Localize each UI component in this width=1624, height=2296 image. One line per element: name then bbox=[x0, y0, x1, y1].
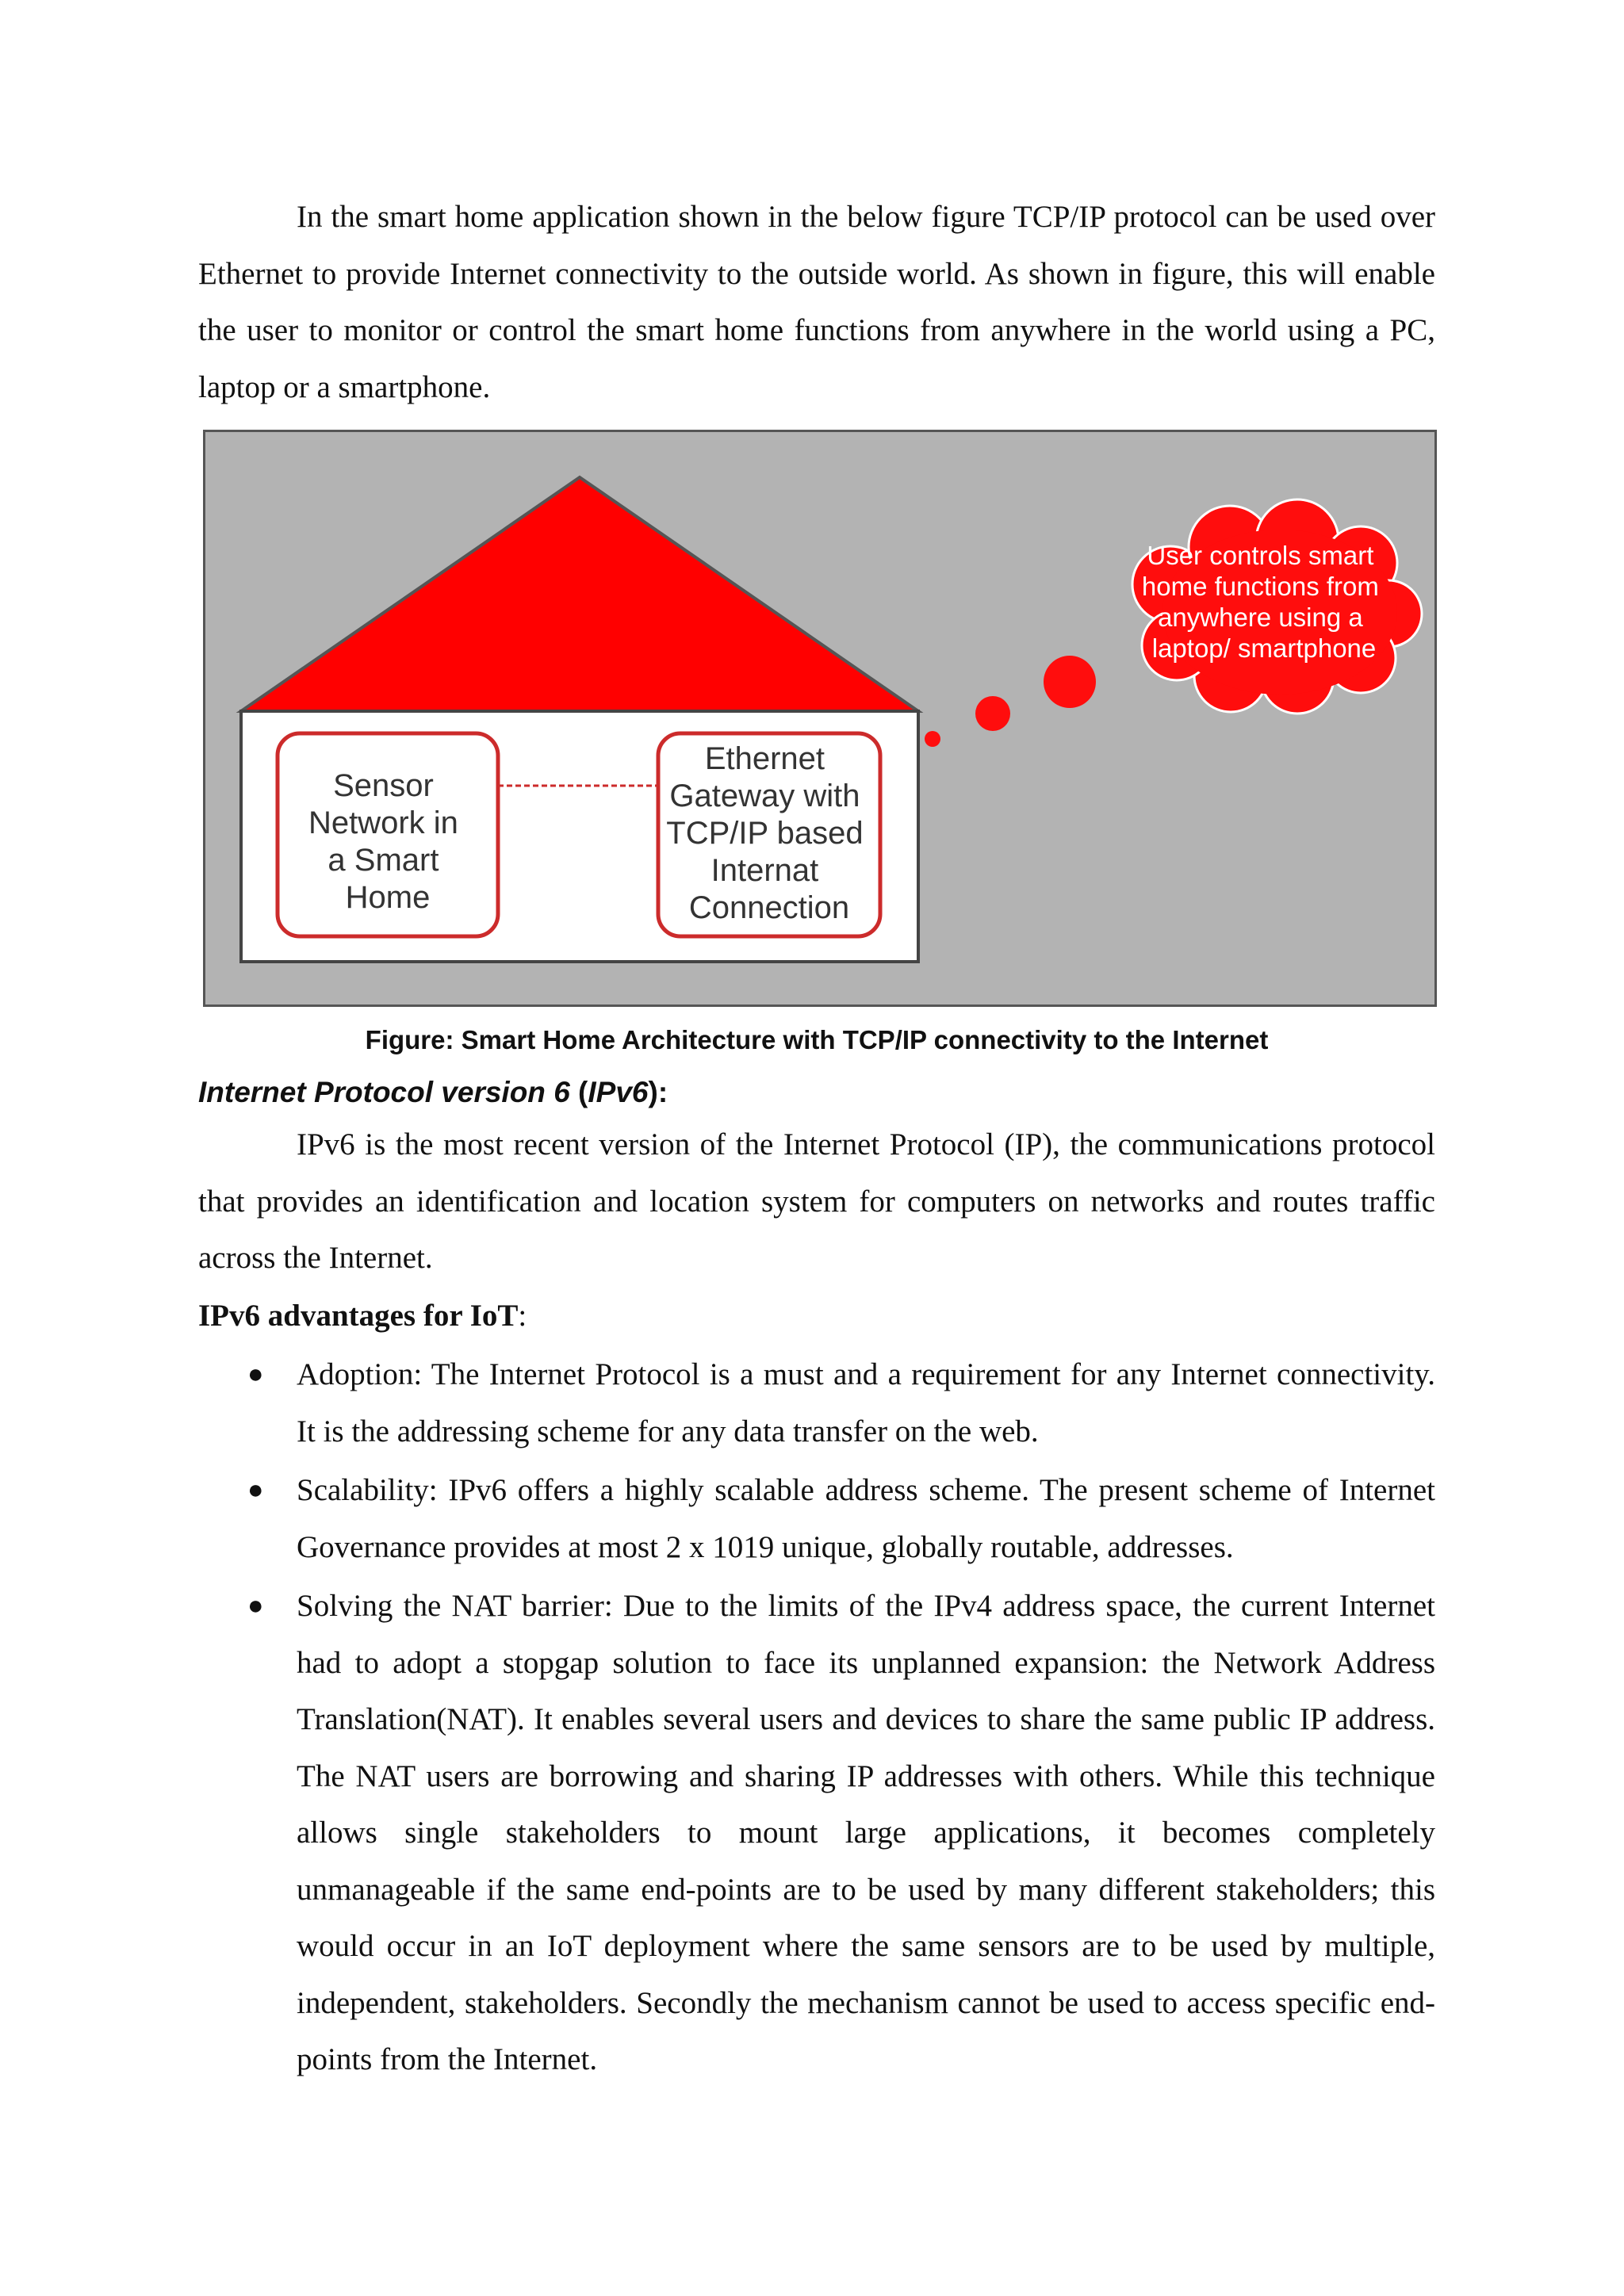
list-item: ● Adoption: The Internet Protocol is a must and a requirement for any Internet connectivity. It is the addressing scheme for any data transfer on the web. bbox=[198, 1346, 1435, 1460]
list-item: ● Scalability: IPv6 offers a highly scalable address scheme. The present scheme of Internet Governance provides at most 2 x 1019 unique, globally routable, addresses. bbox=[198, 1462, 1435, 1575]
bullet-icon: ● bbox=[247, 1591, 264, 1621]
thought-dot-small bbox=[925, 731, 940, 747]
advantages-list bbox=[198, 1346, 1435, 2091]
smart-home-figure bbox=[203, 430, 1437, 1007]
gateway-box-label: Ethernet Gateway with TCP/IP based Internat Connection bbox=[666, 741, 864, 925]
bullet-icon: ● bbox=[247, 1360, 264, 1389]
ipv6-section-heading: Internet Protocol version 6 (IPv6): bbox=[198, 1076, 668, 1108]
sensor-box-label: Sensor Network in a Smart Home bbox=[308, 768, 458, 915]
cloud-text: User controls smart home functions from anywhere using a laptop/ smartphone bbox=[1141, 541, 1379, 663]
thought-dot-medium bbox=[975, 696, 1010, 731]
list-item: ● Solving the NAT barrier: Due to the limits of the IPv4 address space, the current Internet had to adopt a stopgap solution to face its unplanned expansion: the Network Address Translation(NAT). It enables several users and devices to share the same public IP address. The NAT users are borrowing and sharing IP addresses with others. While this technique allows single stakeholders to mount large applications, it becomes completely unmanageable if the same end-points are to be used by many different stakeholders; this would occur in an IoT deployment where the same sensors are to be used by multiple, independent, stakeholders. Secondly the mechanism cannot be used to access specific end-points from the Internet. bbox=[198, 1578, 1435, 2088]
intro-paragraph: In the smart home application shown in the below figure TCP/IP protocol can be used over Ethernet to provide Internet connectivity to the outside world. As shown in figure, this will enable the user to monitor or control the smart home functions from anywhere in the world using a PC, laptop or a smartphone. bbox=[198, 200, 1435, 404]
thought-dot-large bbox=[1044, 656, 1096, 708]
advantages-heading: IPv6 advantages for IoT: bbox=[198, 1299, 527, 1333]
figure-caption: Figure: Smart Home Architecture with TCP/IP connectivity to the Internet bbox=[365, 1025, 1269, 1054]
ipv6-paragraph: IPv6 is the most recent version of the Internet Protocol (IP), the communications protocol that provides an identification and location system for computers on networks and routes traffic across the Internet. bbox=[198, 1127, 1435, 1275]
bullet-icon: ● bbox=[247, 1475, 264, 1505]
